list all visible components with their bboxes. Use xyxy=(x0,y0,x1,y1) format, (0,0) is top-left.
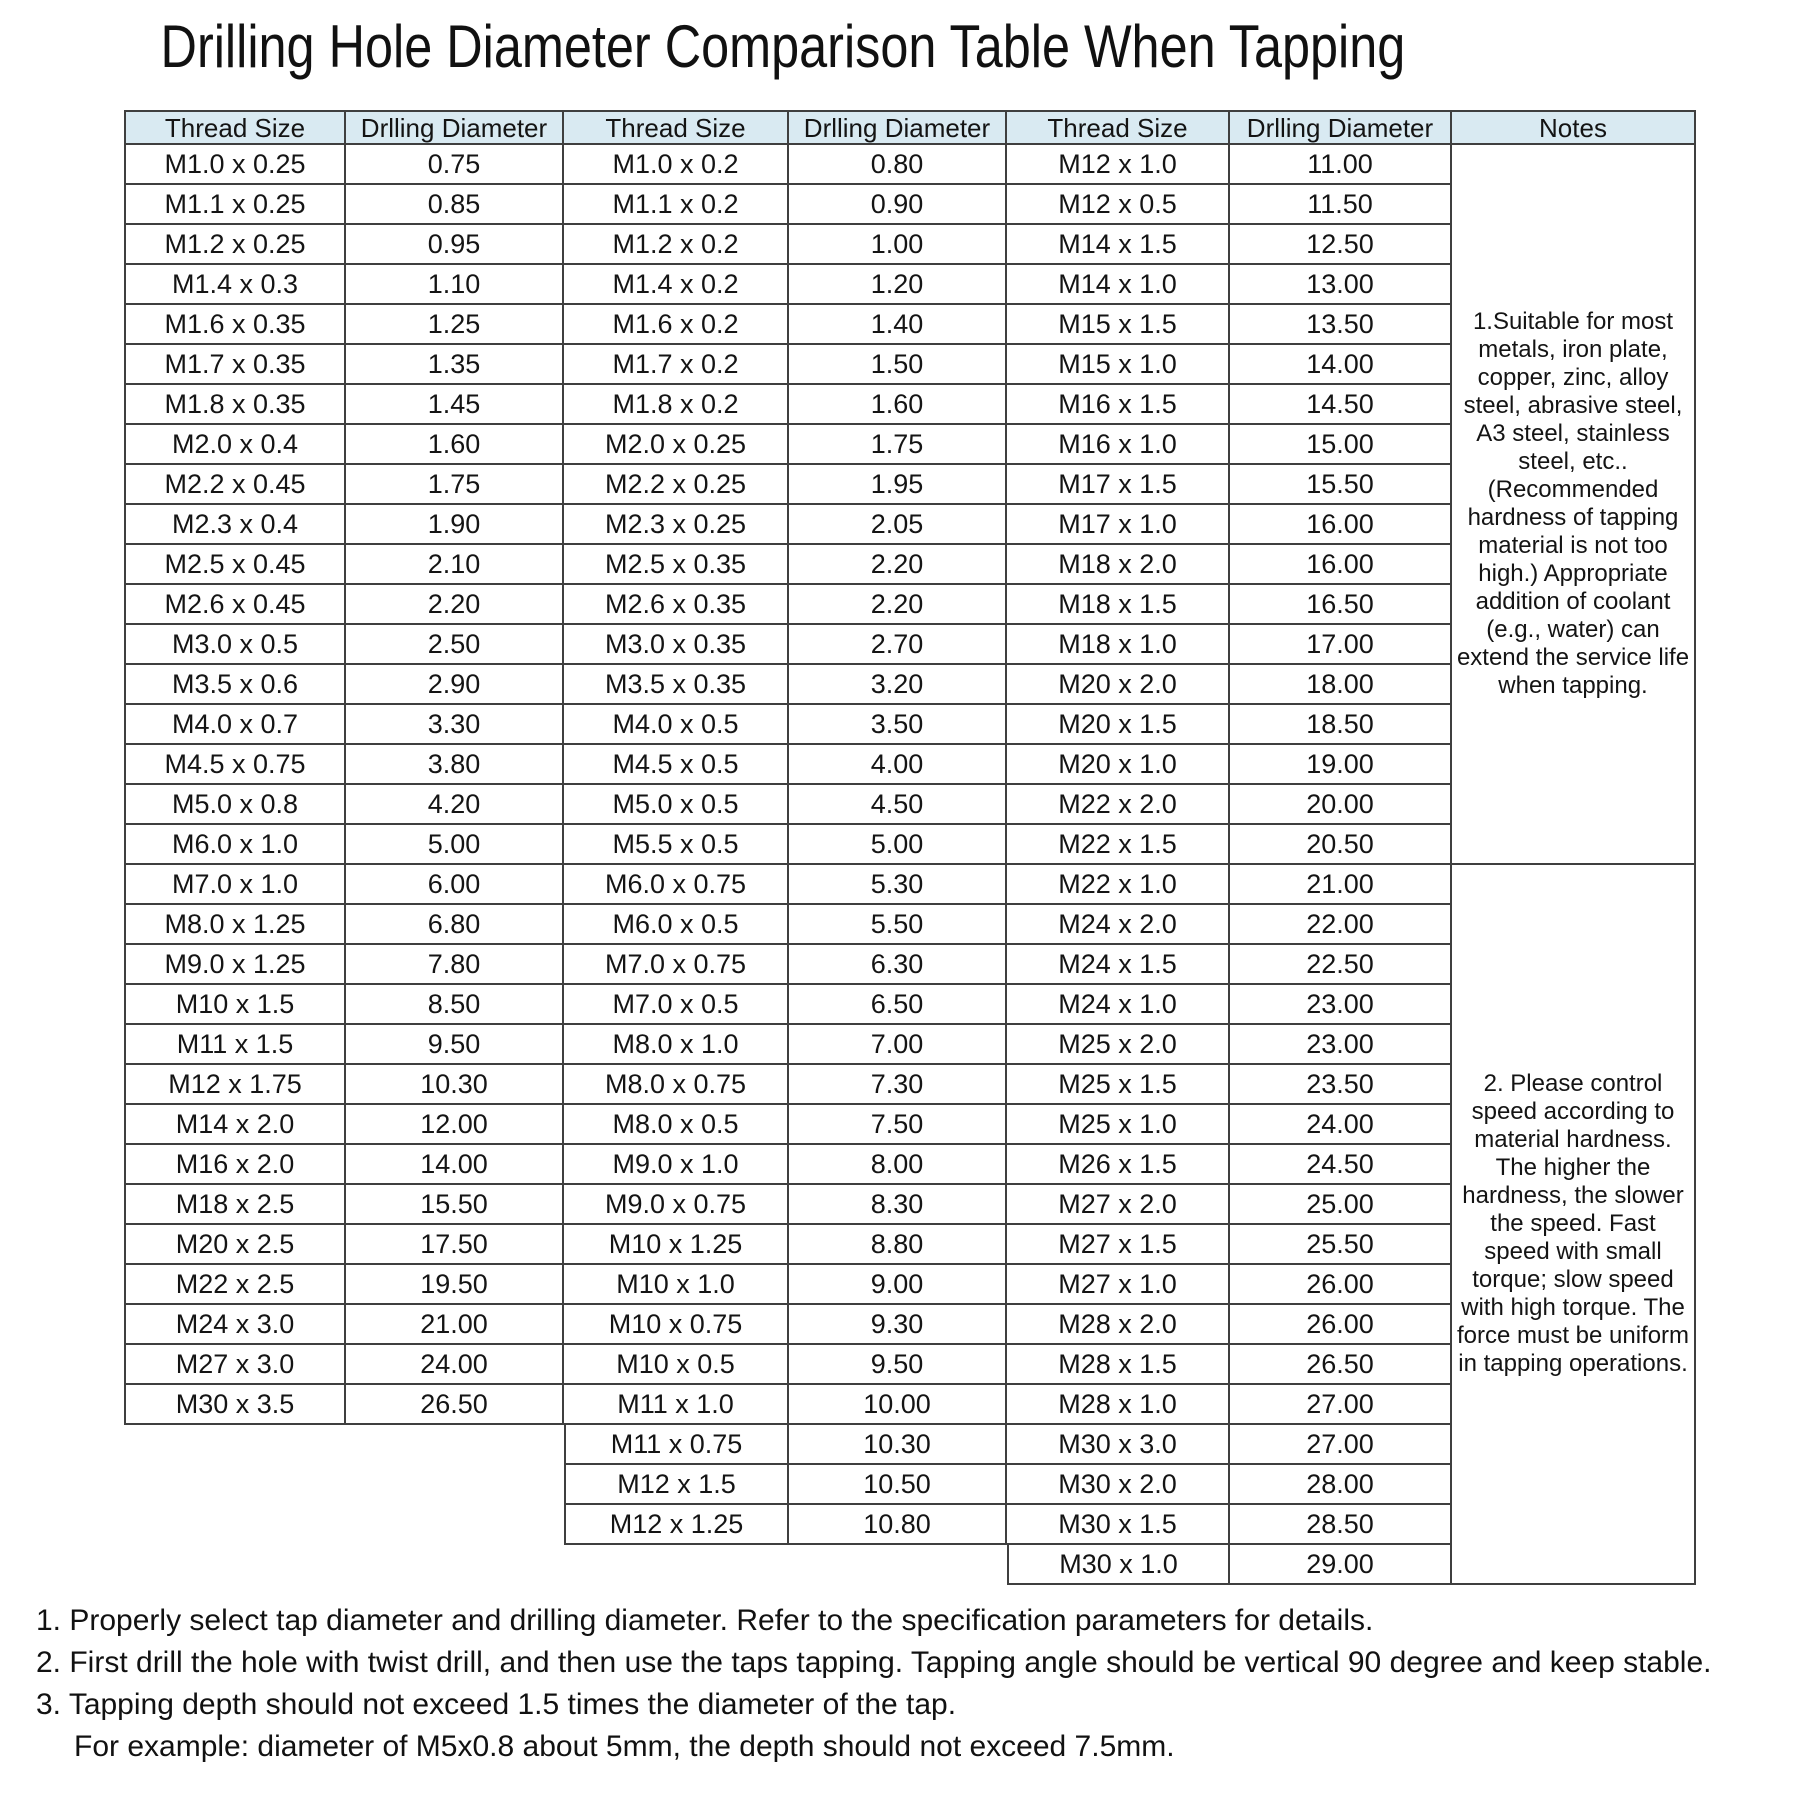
thread-size-cell: M4.0 x 0.7 xyxy=(124,705,346,745)
thread-size-cell: M1.1 x 0.2 xyxy=(564,185,789,225)
thread-size-cell: M3.0 x 0.5 xyxy=(124,625,346,665)
drilling-diameter-cell: 11.00 xyxy=(1230,145,1452,185)
thread-size-cell: M5.0 x 0.8 xyxy=(124,785,346,825)
thread-size-cell: M6.0 x 1.0 xyxy=(124,825,346,865)
thread-size-cell: M30 x 1.5 xyxy=(1007,1505,1230,1545)
drilling-diameter-cell: 16.50 xyxy=(1230,585,1452,625)
thread-size-cell: M25 x 1.0 xyxy=(1007,1105,1230,1145)
thread-size-cell: M20 x 2.5 xyxy=(124,1225,346,1265)
drilling-diameter-cell: 9.00 xyxy=(789,1265,1007,1305)
drilling-diameter-cell: 6.30 xyxy=(789,945,1007,985)
drilling-diameter-cell: 1.60 xyxy=(789,385,1007,425)
drilling-diameter-cell: 28.00 xyxy=(1230,1465,1452,1505)
drilling-diameter-cell: 1.20 xyxy=(789,265,1007,305)
drilling-diameter-cell: 13.50 xyxy=(1230,305,1452,345)
drilling-diameter-cell: 21.00 xyxy=(1230,865,1452,905)
page-title-text: Drilling Hole Diameter Comparison Table When Tapping xyxy=(160,13,1405,80)
thread-size-cell: M14 x 1.5 xyxy=(1007,225,1230,265)
thread-size-cell: M2.3 x 0.4 xyxy=(124,505,346,545)
thread-size-cell: M24 x 1.5 xyxy=(1007,945,1230,985)
drilling-diameter-cell: 1.95 xyxy=(789,465,1007,505)
thread-size-cell: M1.6 x 0.2 xyxy=(564,305,789,345)
thread-size-cell: M30 x 3.5 xyxy=(124,1385,346,1425)
drilling-diameter-cell: 3.20 xyxy=(789,665,1007,705)
drilling-diameter-cell: 27.00 xyxy=(1230,1425,1452,1465)
drilling-diameter-cell: 1.00 xyxy=(789,225,1007,265)
thread-size-cell: M12 x 1.25 xyxy=(564,1505,789,1545)
thread-size-cell: M2.2 x 0.45 xyxy=(124,465,346,505)
thread-size-cell: M2.5 x 0.45 xyxy=(124,545,346,585)
thread-size-cell: M22 x 2.5 xyxy=(124,1265,346,1305)
thread-size-cell: M8.0 x 1.25 xyxy=(124,905,346,945)
thread-size-cell: M12 x 0.5 xyxy=(1007,185,1230,225)
drilling-diameter-cell: 22.50 xyxy=(1230,945,1452,985)
thread-size-cell: M1.8 x 0.2 xyxy=(564,385,789,425)
header-cell: Drlling Diameter xyxy=(346,110,564,145)
thread-size-cell: M27 x 2.0 xyxy=(1007,1185,1230,1225)
drilling-diameter-cell: 3.30 xyxy=(346,705,564,745)
drilling-diameter-cell: 0.85 xyxy=(346,185,564,225)
drilling-diameter-cell: 1.75 xyxy=(789,425,1007,465)
thread-size-cell: M22 x 2.0 xyxy=(1007,785,1230,825)
drilling-diameter-cell: 2.90 xyxy=(346,665,564,705)
drilling-diameter-cell: 19.00 xyxy=(1230,745,1452,785)
thread-size-cell: M2.3 x 0.25 xyxy=(564,505,789,545)
thread-size-cell: M10 x 0.5 xyxy=(564,1345,789,1385)
drilling-diameter-cell: 2.05 xyxy=(789,505,1007,545)
drilling-diameter-cell: 1.45 xyxy=(346,385,564,425)
thread-size-cell: M15 x 1.5 xyxy=(1007,305,1230,345)
thread-size-cell: M5.5 x 0.5 xyxy=(564,825,789,865)
drilling-diameter-cell: 12.50 xyxy=(1230,225,1452,265)
drilling-diameter-cell: 17.00 xyxy=(1230,625,1452,665)
drilling-diameter-cell: 10.00 xyxy=(789,1385,1007,1425)
thread-size-cell: M1.1 x 0.25 xyxy=(124,185,346,225)
drilling-diameter-cell: 7.00 xyxy=(789,1025,1007,1065)
drilling-diameter-cell: 25.50 xyxy=(1230,1225,1452,1265)
drilling-diameter-cell: 7.50 xyxy=(789,1105,1007,1145)
drilling-diameter-cell: 0.75 xyxy=(346,145,564,185)
drilling-diameter-cell: 25.00 xyxy=(1230,1185,1452,1225)
thread-size-cell: M1.2 x 0.2 xyxy=(564,225,789,265)
drilling-diameter-cell: 14.00 xyxy=(346,1145,564,1185)
thread-size-cell: M10 x 1.5 xyxy=(124,985,346,1025)
thread-size-cell: M16 x 1.0 xyxy=(1007,425,1230,465)
drilling-diameter-cell: 8.30 xyxy=(789,1185,1007,1225)
drilling-diameter-cell: 22.00 xyxy=(1230,905,1452,945)
notes-cell: 2. Please control speed according to material hardness. The higher the hardness, the slower the speed. Fast speed with small torque; slow speed with high torque. The force must be uniform in tapping operations. xyxy=(1452,865,1696,1585)
drilling-diameter-cell: 3.50 xyxy=(789,705,1007,745)
drilling-diameter-cell: 10.30 xyxy=(789,1425,1007,1465)
drilling-diameter-cell: 7.30 xyxy=(789,1065,1007,1105)
thread-size-cell: M2.0 x 0.4 xyxy=(124,425,346,465)
thread-size-cell: M27 x 3.0 xyxy=(124,1345,346,1385)
footnote-1: 1. Properly select tap diameter and drilling diameter. Refer to the specification parameters for details. xyxy=(36,1604,1374,1637)
footnote-2: 2. First drill the hole with twist drill, and then use the taps tapping. Tapping angle should be vertical 90 degree and keep stable. xyxy=(36,1646,1712,1679)
drilling-diameter-cell: 0.95 xyxy=(346,225,564,265)
thread-size-cell: M28 x 1.0 xyxy=(1007,1385,1230,1425)
drilling-diameter-cell: 10.80 xyxy=(789,1505,1007,1545)
thread-size-cell: M16 x 1.5 xyxy=(1007,385,1230,425)
thread-size-cell: M7.0 x 0.5 xyxy=(564,985,789,1025)
thread-size-cell: M14 x 2.0 xyxy=(124,1105,346,1145)
header-cell: Thread Size xyxy=(124,110,346,145)
thread-size-cell: M22 x 1.5 xyxy=(1007,825,1230,865)
thread-size-cell: M24 x 1.0 xyxy=(1007,985,1230,1025)
drilling-diameter-cell: 1.60 xyxy=(346,425,564,465)
thread-size-cell: M15 x 1.0 xyxy=(1007,345,1230,385)
thread-size-cell: M24 x 3.0 xyxy=(124,1305,346,1345)
header-cell: Thread Size xyxy=(564,110,789,145)
thread-size-cell: M11 x 0.75 xyxy=(564,1425,789,1465)
thread-size-cell: M20 x 1.0 xyxy=(1007,745,1230,785)
drilling-diameter-cell: 1.90 xyxy=(346,505,564,545)
thread-size-cell: M18 x 1.5 xyxy=(1007,585,1230,625)
footnote-3-example: For example: diameter of M5x0.8 about 5mm, the depth should not exceed 7.5mm. xyxy=(74,1730,1175,1763)
drilling-diameter-cell: 0.80 xyxy=(789,145,1007,185)
thread-size-cell: M3.5 x 0.35 xyxy=(564,665,789,705)
thread-size-cell: M12 x 1.5 xyxy=(564,1465,789,1505)
thread-size-cell: M1.4 x 0.2 xyxy=(564,265,789,305)
drilling-diameter-cell: 18.50 xyxy=(1230,705,1452,745)
header-cell: Notes xyxy=(1452,110,1696,145)
thread-size-cell: M3.5 x 0.6 xyxy=(124,665,346,705)
thread-size-cell: M12 x 1.0 xyxy=(1007,145,1230,185)
thread-size-cell: M10 x 0.75 xyxy=(564,1305,789,1345)
thread-size-cell: M9.0 x 1.0 xyxy=(564,1145,789,1185)
thread-size-cell: M11 x 1.0 xyxy=(564,1385,789,1425)
header-cell: Drlling Diameter xyxy=(1230,110,1452,145)
drilling-diameter-cell: 13.00 xyxy=(1230,265,1452,305)
drilling-diameter-cell: 14.00 xyxy=(1230,345,1452,385)
drilling-diameter-cell: 15.50 xyxy=(346,1185,564,1225)
thread-size-cell: M1.0 x 0.2 xyxy=(564,145,789,185)
drilling-diameter-cell: 4.00 xyxy=(789,745,1007,785)
drilling-diameter-cell: 1.10 xyxy=(346,265,564,305)
drilling-diameter-cell: 26.00 xyxy=(1230,1265,1452,1305)
thread-size-cell: M2.5 x 0.35 xyxy=(564,545,789,585)
thread-size-cell: M28 x 2.0 xyxy=(1007,1305,1230,1345)
drilling-diameter-cell: 24.50 xyxy=(1230,1145,1452,1185)
drilling-diameter-cell: 1.50 xyxy=(789,345,1007,385)
drilling-diameter-cell: 5.00 xyxy=(789,825,1007,865)
drilling-diameter-cell: 21.00 xyxy=(346,1305,564,1345)
drilling-diameter-cell: 6.80 xyxy=(346,905,564,945)
drilling-diameter-cell: 5.30 xyxy=(789,865,1007,905)
thread-size-cell: M10 x 1.25 xyxy=(564,1225,789,1265)
drilling-diameter-cell: 23.00 xyxy=(1230,1025,1452,1065)
drilling-diameter-cell: 14.50 xyxy=(1230,385,1452,425)
thread-size-cell: M17 x 1.5 xyxy=(1007,465,1230,505)
drilling-diameter-cell: 20.00 xyxy=(1230,785,1452,825)
thread-size-cell: M14 x 1.0 xyxy=(1007,265,1230,305)
drilling-diameter-cell: 8.00 xyxy=(789,1145,1007,1185)
drilling-diameter-cell: 28.50 xyxy=(1230,1505,1452,1545)
thread-size-cell: M18 x 2.0 xyxy=(1007,545,1230,585)
thread-size-cell: M11 x 1.5 xyxy=(124,1025,346,1065)
notes-cell: 1.Suitable for most metals, iron plate, copper, zinc, alloy steel, abrasive steel, A3 steel, stainless steel, etc..(Recommended hardness of tapping material is not too high.) Appropriate addition of coolant (e.g., water) can extend the service life when tapping. xyxy=(1452,145,1696,865)
drilling-diameter-cell: 11.50 xyxy=(1230,185,1452,225)
thread-size-cell: M1.6 x 0.35 xyxy=(124,305,346,345)
thread-size-cell: M27 x 1.0 xyxy=(1007,1265,1230,1305)
thread-size-cell: M8.0 x 1.0 xyxy=(564,1025,789,1065)
drilling-diameter-cell: 24.00 xyxy=(346,1345,564,1385)
drilling-diameter-cell: 0.90 xyxy=(789,185,1007,225)
drilling-diameter-cell: 1.40 xyxy=(789,305,1007,345)
thread-size-cell: M6.0 x 0.75 xyxy=(564,865,789,905)
drilling-diameter-cell: 2.70 xyxy=(789,625,1007,665)
drilling-diameter-cell: 2.20 xyxy=(346,585,564,625)
thread-size-cell: M2.2 x 0.25 xyxy=(564,465,789,505)
footnotes xyxy=(36,1600,1712,1768)
thread-size-cell: M7.0 x 1.0 xyxy=(124,865,346,905)
drilling-diameter-cell: 15.50 xyxy=(1230,465,1452,505)
thread-size-cell: M1.2 x 0.25 xyxy=(124,225,346,265)
drilling-diameter-cell: 26.00 xyxy=(1230,1305,1452,1345)
drilling-diameter-cell: 2.20 xyxy=(789,545,1007,585)
thread-size-cell: M4.5 x 0.75 xyxy=(124,745,346,785)
thread-size-cell: M30 x 1.0 xyxy=(1007,1545,1230,1585)
drilling-diameter-cell: 2.20 xyxy=(789,585,1007,625)
drilling-diameter-cell: 9.50 xyxy=(789,1345,1007,1385)
thread-size-cell: M18 x 2.5 xyxy=(124,1185,346,1225)
drilling-diameter-cell: 24.00 xyxy=(1230,1105,1452,1145)
thread-size-cell: M2.0 x 0.25 xyxy=(564,425,789,465)
thread-size-cell: M28 x 1.5 xyxy=(1007,1345,1230,1385)
thread-size-cell: M7.0 x 0.75 xyxy=(564,945,789,985)
drilling-diameter-cell: 10.50 xyxy=(789,1465,1007,1505)
thread-size-cell: M16 x 2.0 xyxy=(124,1145,346,1185)
thread-size-cell: M9.0 x 1.25 xyxy=(124,945,346,985)
thread-size-cell: M1.4 x 0.3 xyxy=(124,265,346,305)
thread-size-cell: M4.5 x 0.5 xyxy=(564,745,789,785)
thread-size-cell: M26 x 1.5 xyxy=(1007,1145,1230,1185)
drilling-diameter-cell: 10.30 xyxy=(346,1065,564,1105)
page-title xyxy=(0,12,1565,81)
drilling-diameter-cell: 18.00 xyxy=(1230,665,1452,705)
drilling-diameter-cell: 5.00 xyxy=(346,825,564,865)
header-cell: Drlling Diameter xyxy=(789,110,1007,145)
thread-size-cell: M30 x 2.0 xyxy=(1007,1465,1230,1505)
comparison-table xyxy=(124,110,1696,1585)
drilling-diameter-cell: 4.20 xyxy=(346,785,564,825)
drilling-diameter-cell: 9.50 xyxy=(346,1025,564,1065)
thread-size-cell: M25 x 2.0 xyxy=(1007,1025,1230,1065)
thread-size-cell: M5.0 x 0.5 xyxy=(564,785,789,825)
thread-size-cell: M27 x 1.5 xyxy=(1007,1225,1230,1265)
drilling-diameter-cell: 4.50 xyxy=(789,785,1007,825)
drilling-diameter-cell: 20.50 xyxy=(1230,825,1452,865)
drilling-diameter-cell: 2.10 xyxy=(346,545,564,585)
thread-size-cell: M25 x 1.5 xyxy=(1007,1065,1230,1105)
thread-size-cell: M24 x 2.0 xyxy=(1007,905,1230,945)
thread-size-cell: M22 x 1.0 xyxy=(1007,865,1230,905)
thread-size-cell: M12 x 1.75 xyxy=(124,1065,346,1105)
drilling-diameter-cell: 12.00 xyxy=(346,1105,564,1145)
thread-size-cell: M2.6 x 0.45 xyxy=(124,585,346,625)
drilling-diameter-cell: 15.00 xyxy=(1230,425,1452,465)
thread-size-cell: M8.0 x 0.5 xyxy=(564,1105,789,1145)
drilling-diameter-cell: 16.00 xyxy=(1230,545,1452,585)
drilling-diameter-cell: 29.00 xyxy=(1230,1545,1452,1585)
thread-size-cell: M1.7 x 0.35 xyxy=(124,345,346,385)
thread-size-cell: M18 x 1.0 xyxy=(1007,625,1230,665)
drilling-diameter-cell: 26.50 xyxy=(1230,1345,1452,1385)
drilling-diameter-cell: 6.50 xyxy=(789,985,1007,1025)
drilling-diameter-cell: 3.80 xyxy=(346,745,564,785)
drilling-diameter-cell: 1.35 xyxy=(346,345,564,385)
thread-size-cell: M10 x 1.0 xyxy=(564,1265,789,1305)
thread-size-cell: M2.6 x 0.35 xyxy=(564,585,789,625)
header-cell: Thread Size xyxy=(1007,110,1230,145)
drilling-diameter-cell: 16.00 xyxy=(1230,505,1452,545)
thread-size-cell: M3.0 x 0.35 xyxy=(564,625,789,665)
drilling-diameter-cell: 9.30 xyxy=(789,1305,1007,1345)
drilling-diameter-cell: 8.80 xyxy=(789,1225,1007,1265)
drilling-diameter-cell: 17.50 xyxy=(346,1225,564,1265)
thread-size-cell: M1.0 x 0.25 xyxy=(124,145,346,185)
drilling-diameter-cell: 8.50 xyxy=(346,985,564,1025)
thread-size-cell: M17 x 1.0 xyxy=(1007,505,1230,545)
thread-size-cell: M8.0 x 0.75 xyxy=(564,1065,789,1105)
drilling-diameter-cell: 2.50 xyxy=(346,625,564,665)
drilling-diameter-cell: 7.80 xyxy=(346,945,564,985)
drilling-diameter-cell: 1.25 xyxy=(346,305,564,345)
drilling-diameter-cell: 1.75 xyxy=(346,465,564,505)
drilling-diameter-cell: 5.50 xyxy=(789,905,1007,945)
drilling-diameter-cell: 26.50 xyxy=(346,1385,564,1425)
drilling-diameter-cell: 23.00 xyxy=(1230,985,1452,1025)
drilling-diameter-cell: 19.50 xyxy=(346,1265,564,1305)
thread-size-cell: M6.0 x 0.5 xyxy=(564,905,789,945)
thread-size-cell: M30 x 3.0 xyxy=(1007,1425,1230,1465)
thread-size-cell: M9.0 x 0.75 xyxy=(564,1185,789,1225)
thread-size-cell: M4.0 x 0.5 xyxy=(564,705,789,745)
drilling-diameter-cell: 27.00 xyxy=(1230,1385,1452,1425)
footnote-3: 3. Tapping depth should not exceed 1.5 times the diameter of the tap. xyxy=(36,1688,957,1721)
drilling-diameter-cell: 23.50 xyxy=(1230,1065,1452,1105)
thread-size-cell: M1.8 x 0.35 xyxy=(124,385,346,425)
thread-size-cell: M20 x 2.0 xyxy=(1007,665,1230,705)
thread-size-cell: M1.7 x 0.2 xyxy=(564,345,789,385)
thread-size-cell: M20 x 1.5 xyxy=(1007,705,1230,745)
drilling-diameter-cell: 6.00 xyxy=(346,865,564,905)
